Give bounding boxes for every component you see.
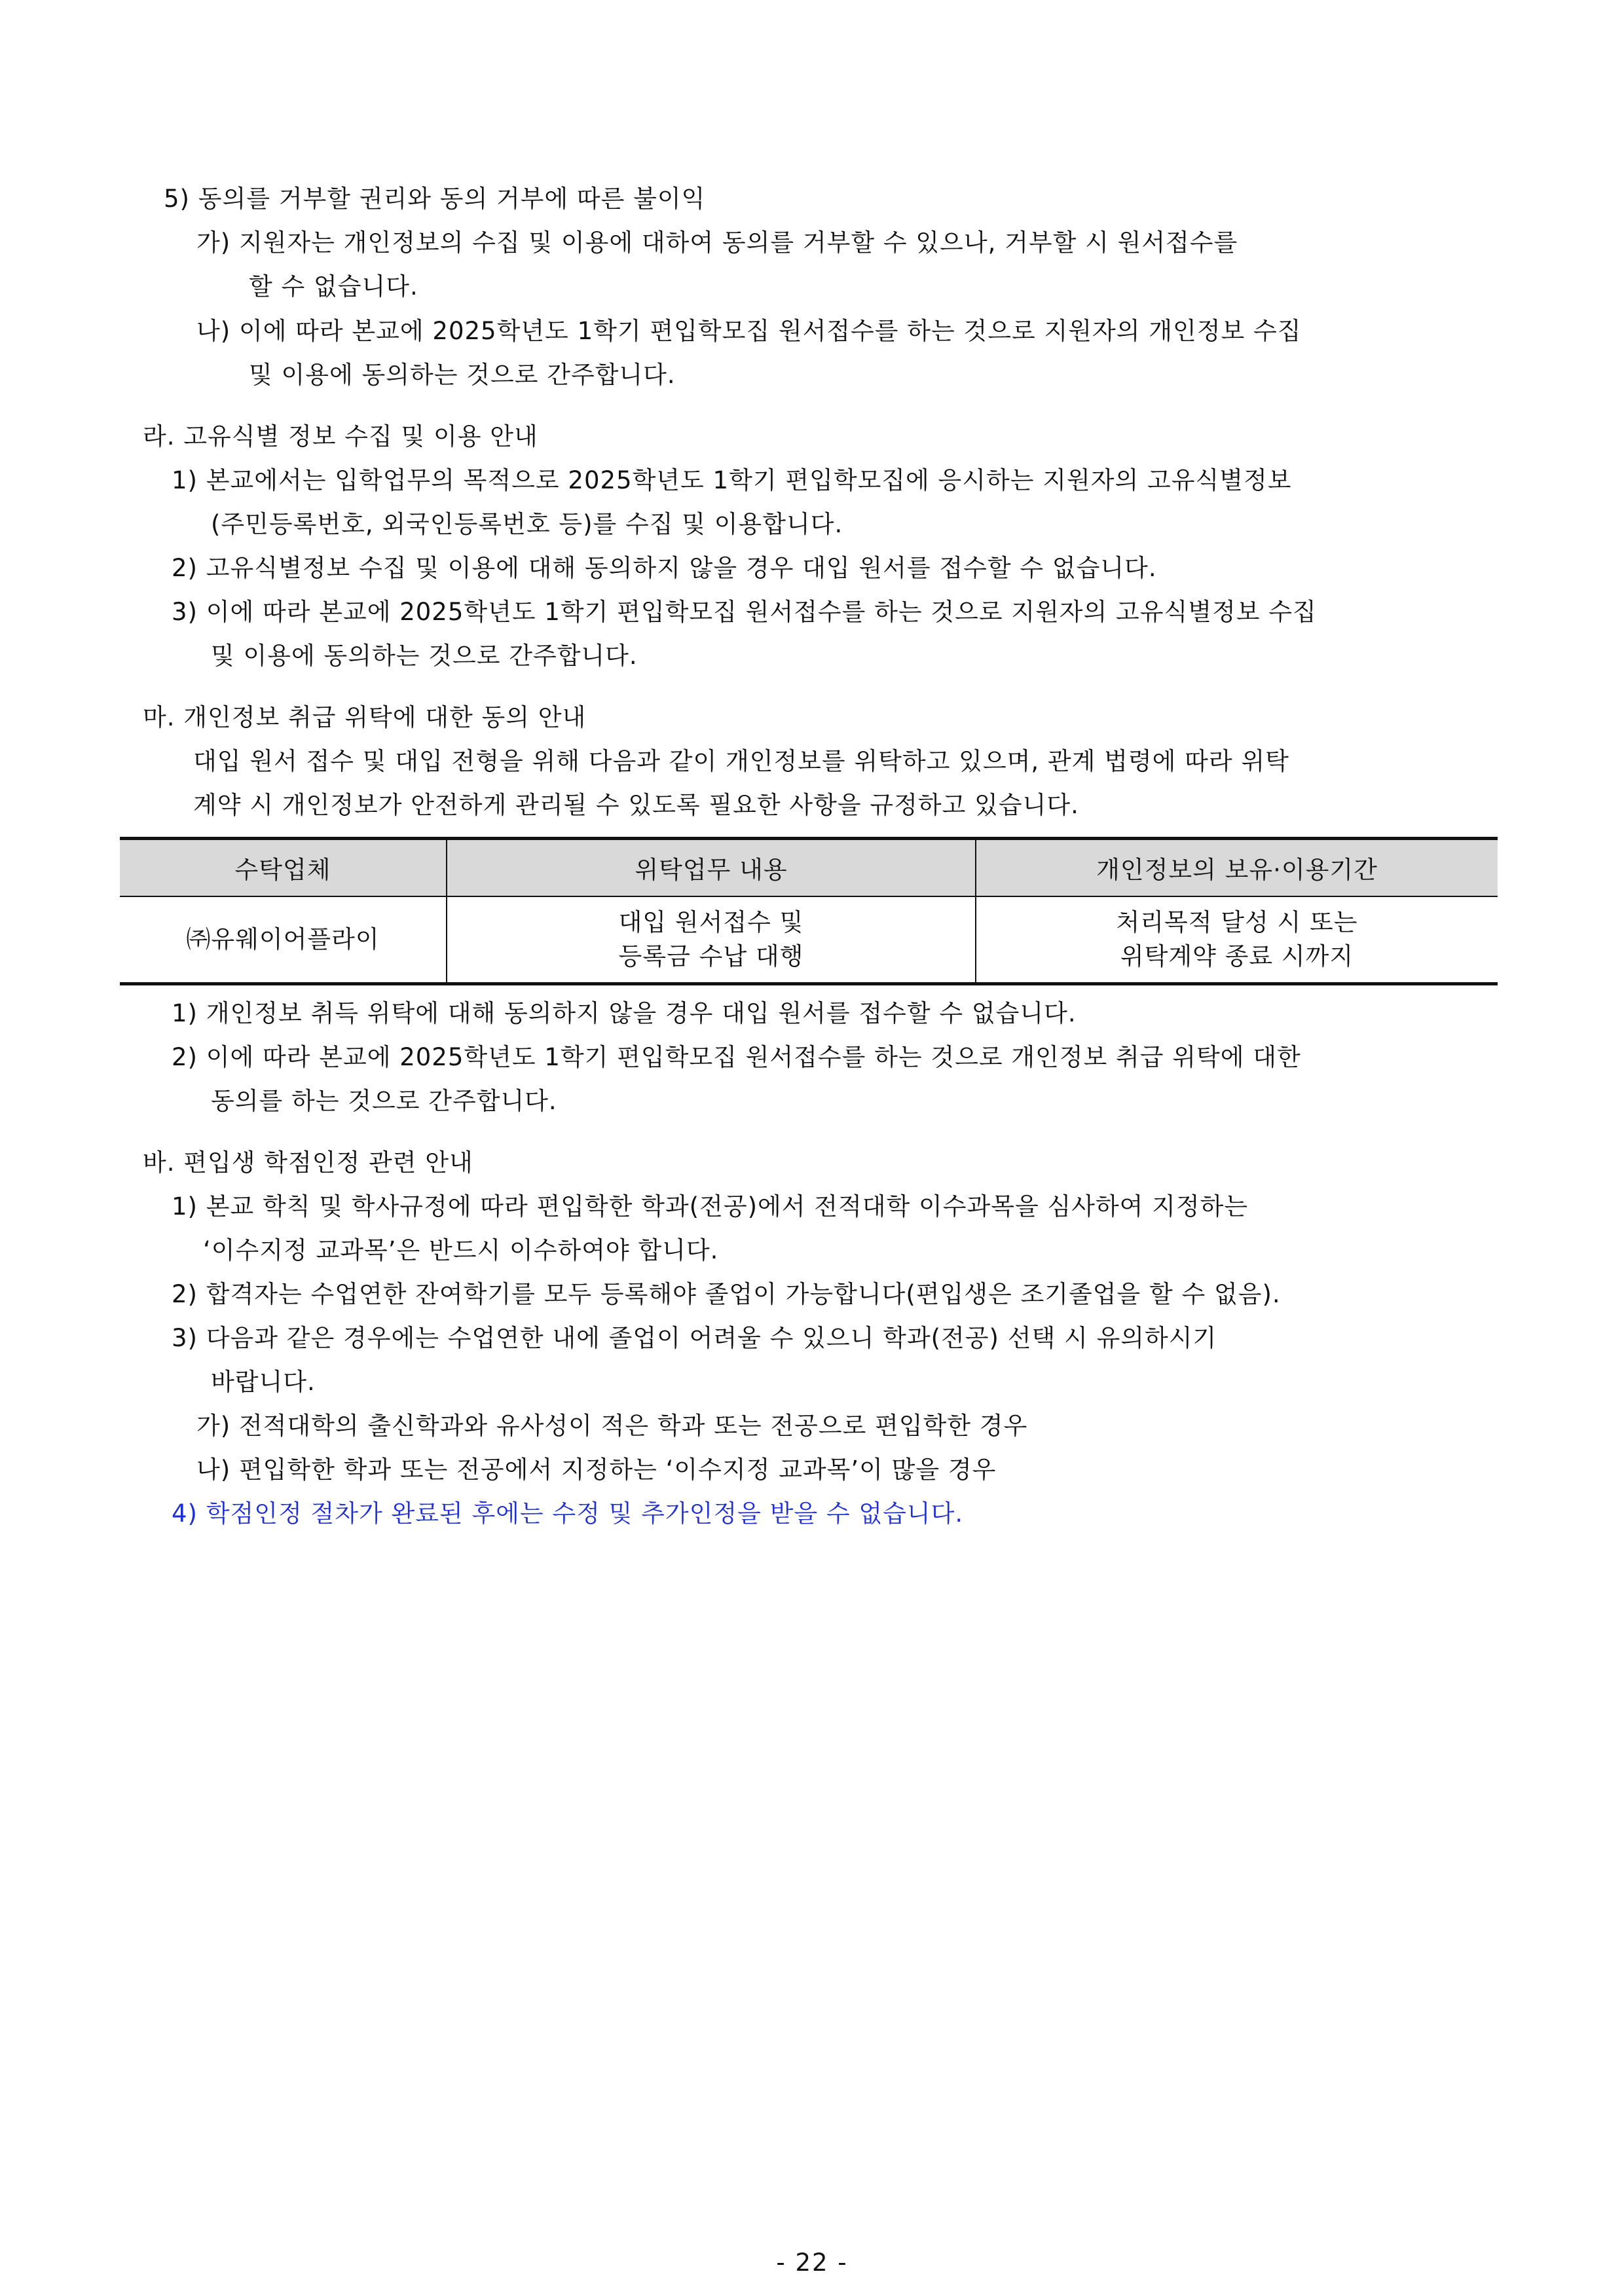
ma-intro: 대입 원서 접수 및 대입 전형을 위해 다음과 같이 개인정보를 위탁하고 있으며, 관계 법령에 따라 위탁 [193,747,1289,775]
ba-item-1: 1) 본교 학칙 및 학사규정에 따라 편입학한 학과(전공)에서 전적대학 이수과목을 심사하여 지정하는 [172,1192,1249,1221]
cell-task [447,896,976,984]
ra-item-1: 1) 본교에서는 입학업무의 목적으로 2025학년도 1학기 편입학모집에 응시하는 지원자의 고유식별정보 [172,466,1292,494]
table-row [120,896,1498,984]
ra-item-1-cont: (주민등록번호, 외국인등록번호 등)를 수집 및 이용합니다. [211,510,843,538]
page-number: - 22 - [776,2249,848,2277]
sub-item-na-deemed-consent: 나) 이에 따라 본교에 2025학년도 1학기 편입학모집 원서접수를 하는 것으로 지원자의 개인정보 수집 [196,317,1302,345]
ba-item-3-cont: 바랍니다. [211,1368,316,1396]
ma-item-2: 2) 이에 따라 본교에 2025학년도 1학기 편입학모집 원서접수를 하는 것으로 개인정보 취급 위탁에 대한 [172,1043,1301,1071]
ba-item-1-cont: ‘이수지정 교과목’은 반드시 이수하여야 합니다. [203,1236,719,1264]
consignment-table [120,837,1498,985]
cell-company: ㈜유웨이어플라이 [120,896,447,984]
sub-item-ga-refusal: 가) 지원자는 개인정보의 수집 및 이용에 대하여 동의를 거부할 수 있으나, 거부할 시 원서접수를 [196,229,1238,257]
ra-item-3: 3) 이에 따라 본교에 2025학년도 1학기 편입학모집 원서접수를 하는 것으로 지원자의 고유식별정보 수집 [172,598,1317,626]
ba-item-2: 2) 합격자는 수업연한 잔여학기를 모두 등록해야 졸업이 가능합니다(편입생은 조기졸업을 할 수 없음). [172,1280,1281,1308]
ra-item-2: 2) 고유식별정보 수집 및 이용에 대해 동의하지 않을 경우 대입 원서를 접수할 수 없습니다. [172,554,1157,582]
sub-item-ga-refusal-cont: 할 수 없습니다. [249,272,418,301]
ba-sub-item-ga: 가) 전적대학의 출신학과와 유사성이 적은 학과 또는 전공으로 편입학한 경우 [196,1412,1028,1440]
header-task: 위탁업무 내용 [447,839,976,896]
header-consignee: 수탁업체 [120,839,447,896]
cell-period-line1: 처리목적 달성 시 또는 [1116,908,1358,936]
ma-intro-cont: 계약 시 개인정보가 안전하게 관리될 수 있도록 필요한 사항을 규정하고 있습니다. [193,791,1079,819]
section-ma-heading: 마. 개인정보 취급 위탁에 대한 동의 안내 [143,703,587,731]
ba-sub-item-na: 나) 편입학한 학과 또는 전공에서 지정하는 ‘이수지정 교과목’이 많을 경우 [196,1456,997,1484]
ba-item-3: 3) 다음과 같은 경우에는 수업연한 내에 졸업이 어려울 수 있으니 학과(전공) 선택 시 유의하시기 [172,1324,1217,1352]
ba-item-4-notice: 4) 학점인정 절차가 완료된 후에는 수정 및 추가인정을 받을 수 없습니다. [172,1499,964,1528]
header-retention-period: 개인정보의 보유·이용기간 [976,839,1498,896]
cell-period [976,896,1498,984]
cell-task-line2: 등록금 수납 대행 [618,942,804,970]
cell-task-line1: 대입 원서접수 및 [618,908,804,936]
ma-item-1: 1) 개인정보 취득 위탁에 대해 동의하지 않을 경우 대입 원서를 접수할 수 없습니다. [172,999,1077,1027]
ma-item-2-cont: 동의를 하는 것으로 간주합니다. [211,1087,557,1115]
section-ra-heading: 라. 고유식별 정보 수집 및 이용 안내 [143,422,538,450]
sub-item-na-deemed-consent-cont: 및 이용에 동의하는 것으로 간주합니다. [249,361,676,389]
item-5-refusal-right: 5) 동의를 거부할 권리와 동의 거부에 따른 불이익 [164,185,706,213]
cell-period-line2: 위탁계약 종료 시까지 [1120,942,1354,970]
section-ba-heading: 바. 편입생 학점인정 관련 안내 [143,1148,473,1177]
table-header-row [120,839,1498,896]
ra-item-3-cont: 및 이용에 동의하는 것으로 간주합니다. [211,642,638,670]
